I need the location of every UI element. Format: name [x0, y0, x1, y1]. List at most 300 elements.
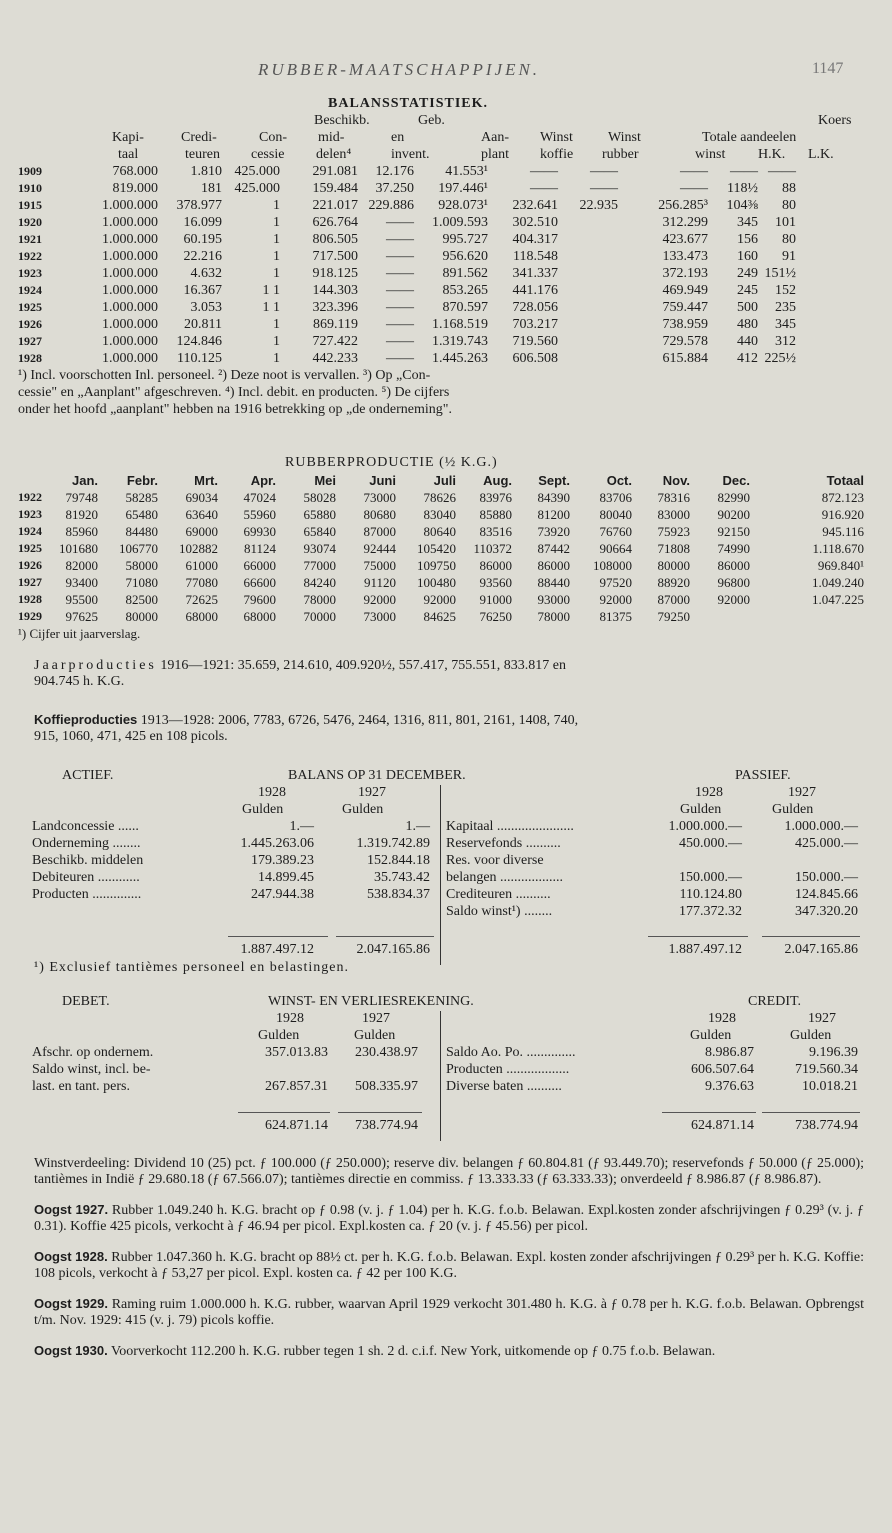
column-header: H.K. [758, 147, 786, 162]
total-rule [648, 936, 748, 937]
table-cell: —— [386, 300, 414, 315]
debet-item: Saldo winst, incl. be- [32, 1062, 151, 1077]
table-row [18, 506, 868, 523]
year-cell: 1922 [18, 490, 42, 504]
table-cell: 110.125 [177, 351, 222, 366]
actief-value-1928: 14.899.45 [258, 870, 314, 885]
table-cell: —— [386, 351, 414, 366]
passief-value-1927: 1.000.000.— [784, 819, 858, 834]
footnote: cessie" en „Aanplant" afgeschreven. ⁴) Incl. debit. en producten. ⁵) De cijfers [18, 385, 450, 400]
year-cell: 1928 [18, 351, 42, 365]
winst-title: WINST- EN VERLIESREKENING. [268, 994, 474, 1009]
table-cell: 1.047.225 [812, 592, 864, 607]
unit-header: Gulden [680, 802, 722, 817]
table-cell: 225½ [764, 351, 796, 366]
table-cell: 16.099 [183, 215, 222, 230]
column-header: Totaal [826, 473, 864, 488]
table-cell: 469.949 [662, 283, 708, 298]
footnote: ¹) Cijfer uit jaarverslag. [18, 626, 141, 641]
table-cell: 80 [782, 198, 796, 213]
table-cell: 86000 [479, 558, 512, 573]
table-cell: 1 [273, 232, 280, 247]
table-cell: —— [768, 164, 796, 179]
table-cell: 1 [273, 198, 280, 213]
table-cell: 312 [775, 334, 796, 349]
column-header: delen⁴ [316, 147, 352, 162]
table-cell: 83040 [423, 507, 456, 522]
header-row [18, 112, 868, 129]
actief-value-1927: 538.834.37 [367, 887, 430, 902]
page-number: 1147 [812, 60, 844, 77]
actief-value-1928: 247.944.38 [251, 887, 314, 902]
table-cell: 97520 [599, 575, 632, 590]
table-cell: 759.447 [662, 300, 708, 315]
table-cell: 69000 [185, 524, 218, 539]
table-cell: 1.168.519 [432, 317, 488, 332]
table-cell: 71808 [657, 541, 690, 556]
table-cell: 102882 [179, 541, 218, 556]
table-cell: 1 [273, 249, 280, 264]
table-cell: 235 [775, 300, 796, 315]
table-cell: 65480 [125, 507, 158, 522]
table-cell: 93074 [303, 541, 336, 556]
table-cell: 853.265 [442, 283, 488, 298]
table-cell: 90664 [599, 541, 632, 556]
paragraph-heading: Oogst 1929. [34, 1296, 108, 1311]
table-cell: 144.303 [312, 283, 358, 298]
table-cell: 16.367 [183, 283, 222, 298]
actief-item: Debiteuren ............ [32, 870, 140, 885]
table-cell: 1.000.000 [102, 334, 158, 349]
table-cell: 768.000 [112, 164, 158, 179]
table-cell: —— [386, 283, 414, 298]
table-row [18, 248, 868, 265]
table-cell: 81920 [65, 507, 98, 522]
table-cell: 291.081 [312, 164, 358, 179]
actief-value-1928: 1.445.263.06 [240, 836, 314, 851]
passief-value-1927: 150.000.— [795, 870, 858, 885]
table-cell: 323.396 [312, 300, 358, 315]
actief-item: Landconcessie ...... [32, 819, 139, 834]
table-cell: 78626 [423, 490, 456, 505]
total-rule [762, 1112, 860, 1113]
table-cell: 22.216 [183, 249, 222, 264]
table-cell: 738.959 [662, 317, 708, 332]
year-header: 1928 [276, 1011, 304, 1026]
table-cell: 109750 [417, 558, 456, 573]
year-cell: 1921 [18, 232, 42, 246]
column-header: Nov. [662, 473, 690, 488]
table-cell: 118½ [727, 181, 758, 196]
column-divider [440, 785, 441, 965]
table-cell: 181 [201, 181, 222, 196]
table-cell: 1 [273, 317, 280, 332]
table-cell: 88440 [537, 575, 570, 590]
table-cell: 345 [775, 317, 796, 332]
credit-value-1928: 9.376.63 [705, 1079, 754, 1094]
column-header: cessie [251, 147, 285, 162]
table-cell: 1.000.000 [102, 283, 158, 298]
table-cell: 84240 [303, 575, 336, 590]
unit-header: Gulden [690, 1028, 732, 1043]
actief-item: Onderneming ........ [32, 836, 141, 851]
footnote: onder het hoofd „aanplant" hebben na 1916 betrekking op „de onderneming". [18, 402, 453, 417]
table-cell: 80680 [363, 507, 396, 522]
passief-value-1928: 450.000.— [679, 836, 742, 851]
table-cell: 68000 [243, 609, 276, 624]
table-cell: 84625 [423, 609, 456, 624]
table-cell: 80040 [599, 507, 632, 522]
column-header: Koers [818, 113, 852, 128]
year-cell: 1923 [18, 266, 42, 280]
table-cell: 93000 [537, 592, 570, 607]
table-cell: 423.677 [662, 232, 708, 247]
table-cell: 626.764 [312, 215, 358, 230]
column-header: Mei [314, 473, 336, 488]
table-cell: 92150 [717, 524, 750, 539]
table-cell: 118.548 [513, 249, 558, 264]
year-header: 1927 [358, 785, 386, 800]
credit-label: CREDIT. [748, 994, 802, 1009]
table-row [18, 350, 868, 367]
year-header: 1928 [258, 785, 286, 800]
table-cell: 58285 [125, 490, 158, 505]
total-rule [228, 936, 328, 937]
table-cell: 76760 [599, 524, 632, 539]
table-cell: 66000 [243, 558, 276, 573]
column-header: Aug. [483, 473, 512, 488]
table-cell: 91120 [363, 575, 396, 590]
column-header: Kapi- [112, 130, 144, 145]
table-cell: 101680 [59, 541, 98, 556]
table-cell: 90200 [717, 507, 750, 522]
column-header: koffie [540, 147, 574, 162]
year-cell: 1909 [18, 164, 42, 178]
paragraph [34, 1202, 864, 1235]
total-rule [762, 936, 860, 937]
balans-op-title: BALANS OP 31 DECEMBER. [288, 768, 466, 783]
table-row [18, 333, 868, 350]
table-cell: 69034 [185, 490, 218, 505]
table-cell: —— [680, 181, 708, 196]
table-cell: —— [680, 164, 708, 179]
debet-label: DEBET. [62, 994, 110, 1009]
year-cell: 1920 [18, 215, 42, 229]
passief-item: belangen .................. [446, 870, 564, 885]
table-cell: 92000 [599, 592, 632, 607]
column-header: winst [695, 147, 726, 162]
table-cell: 93400 [65, 575, 98, 590]
table-cell: 104⅜ [726, 198, 758, 213]
year-header: 1927 [788, 785, 816, 800]
table-cell: 63640 [185, 507, 218, 522]
column-header: Totale aandeelen [702, 130, 797, 145]
year-cell: 1925 [18, 541, 42, 555]
table-cell: 615.884 [662, 351, 708, 366]
credit-item: Producten .................. [446, 1062, 570, 1077]
year-cell: 1915 [18, 198, 42, 212]
table-cell: 717.500 [312, 249, 358, 264]
table-cell: 105420 [417, 541, 456, 556]
table-cell: 78000 [537, 609, 570, 624]
table-cell: 425.000 [234, 181, 280, 196]
table-row [18, 180, 868, 197]
table-cell: 232.641 [512, 198, 558, 213]
total-rule [336, 936, 434, 937]
actief-value-1928: 179.389.23 [251, 853, 314, 868]
passief-value-1928: 1.000.000.— [668, 819, 742, 834]
table-cell: 65880 [303, 507, 336, 522]
actief-value-1928: 1.— [289, 819, 314, 834]
actief-value-1927: 35.743.42 [374, 870, 430, 885]
column-header: Apr. [250, 473, 276, 488]
table-cell: 606.508 [512, 351, 558, 366]
column-header: Aan- [481, 130, 509, 145]
year-cell: 1928 [18, 592, 42, 606]
year-cell: 1923 [18, 507, 42, 521]
table-cell: 703.217 [512, 317, 558, 332]
table-cell: 345 [737, 215, 758, 230]
column-header: invent. [391, 147, 430, 162]
table-cell: 82000 [65, 558, 98, 573]
table-cell: 79250 [657, 609, 690, 624]
year-cell: 1927 [18, 575, 42, 589]
table-row [18, 282, 868, 299]
table-cell: 92000 [363, 592, 396, 607]
table-row [18, 608, 868, 625]
table-row [18, 197, 868, 214]
table-cell: 82500 [125, 592, 158, 607]
table-cell: 160 [737, 249, 758, 264]
table-cell: 891.562 [442, 266, 488, 281]
table-cell: 87442 [537, 541, 570, 556]
year-cell: 1922 [18, 249, 42, 263]
credit-total-1928: 624.871.14 [691, 1118, 754, 1133]
table-row [18, 540, 868, 557]
table-row [18, 557, 868, 574]
table-cell: 872.123 [821, 490, 864, 505]
table-cell: 372.193 [662, 266, 708, 281]
running-title: RUBBER-MAATSCHAPPIJEN. [258, 60, 541, 79]
table-cell: 995.727 [442, 232, 488, 247]
column-header: Con- [259, 130, 287, 145]
passief-item: Reservefonds .......... [446, 836, 561, 851]
table-cell: 256.285³ [658, 198, 708, 213]
table-cell: 133.473 [662, 249, 708, 264]
table-cell: 441.176 [512, 283, 558, 298]
table-row [18, 591, 868, 608]
table-row [18, 489, 868, 506]
unit-header: Gulden [772, 802, 814, 817]
table-cell: —— [386, 266, 414, 281]
paragraph-text: Rubber 1.047.360 h. K.G. bracht op 88½ ct. per h. K.G. f.o.b. Belawan. Expl. kosten zonder afschrijvingen ƒ 0.29³ per h. K.G. Koffie: 108 picols, verkocht à ƒ 53,27 per picol. Expl. kosten ca. ƒ 42 per 100 K.G. [34, 1250, 864, 1281]
debet-value-1927: 508.335.97 [355, 1079, 418, 1094]
table-cell: 70000 [303, 609, 336, 624]
table-cell: 378.977 [176, 198, 222, 213]
table-cell: 80640 [423, 524, 456, 539]
table-cell: 47024 [243, 490, 276, 505]
table-cell: 1.000.000 [102, 198, 158, 213]
table-cell: 1.000.000 [102, 317, 158, 332]
table-cell: 249 [737, 266, 758, 281]
table-cell: 96800 [717, 575, 750, 590]
table-cell: 80000 [125, 609, 158, 624]
column-header: Oct. [606, 473, 632, 488]
table-cell: —— [530, 181, 558, 196]
year-cell: 1924 [18, 524, 42, 538]
table-cell: 1 1 [262, 283, 280, 298]
table-cell: 100480 [417, 575, 456, 590]
table-cell: 61000 [185, 558, 218, 573]
table-cell: 73000 [363, 490, 396, 505]
header-row [18, 129, 868, 146]
table-cell: 92000 [423, 592, 456, 607]
actief-label: ACTIEF. [62, 768, 114, 783]
credit-item: Saldo Ao. Po. .............. [446, 1045, 576, 1060]
table-row [18, 214, 868, 231]
paragraph-heading: Oogst 1930. [34, 1343, 108, 1358]
passief-value-1928: 110.124.80 [679, 887, 742, 902]
unit-header: Gulden [242, 802, 284, 817]
table-cell: 159.484 [312, 181, 358, 196]
passief-item: Res. voor diverse [446, 853, 544, 868]
table-cell: 91000 [479, 592, 512, 607]
paragraph-text: Winstverdeeling: Dividend 10 (25) pct. ƒ 100.000 (ƒ 250.000); reserve div. belangen ƒ 60.804.81 (ƒ 93.449.70); reservefonds ƒ 50.000 (ƒ 25.000); tantièmes in Indië ƒ 29.680.18 (ƒ 67.566.07); tantièmes directie en commiss. ƒ 13.333.33 (ƒ 63.333.33); onverdeeld ƒ 8.986.87 (ƒ 8.986.87). [34, 1156, 864, 1187]
table-cell: 83000 [657, 507, 690, 522]
table-cell: 404.317 [512, 232, 558, 247]
table-cell: 78316 [657, 490, 690, 505]
oogst-paragraphs [34, 1156, 864, 1374]
year-cell: 1910 [18, 181, 42, 195]
table-cell: 221.017 [312, 198, 358, 213]
table-cell: 85880 [479, 507, 512, 522]
table-cell: 97625 [65, 609, 98, 624]
year-cell: 1925 [18, 300, 42, 314]
table-cell: 92444 [363, 541, 396, 556]
paragraph-text: Raming ruim 1.000.000 h. K.G. rubber, waarvan April 1929 verkocht 301.480 h. K.G. à ƒ 0.78 per h. K.G. f.o.b. Belawan. Opbrengst t/m. Nov. 1929: 415 (v. j. 79) picols koffie. [34, 1297, 865, 1328]
table-cell: 80 [782, 232, 796, 247]
actief-item: Beschikb. middelen [32, 853, 144, 868]
table-cell: 1.000.000 [102, 266, 158, 281]
table-cell: 55960 [243, 507, 276, 522]
table-cell: 72625 [185, 592, 218, 607]
actief-value-1927: 1.319.742.89 [356, 836, 430, 851]
table-cell: 229.886 [368, 198, 414, 213]
table-cell: 81200 [537, 507, 570, 522]
credit-value-1927: 9.196.39 [809, 1045, 858, 1060]
total-rule [662, 1112, 756, 1113]
column-header: mid- [318, 130, 345, 145]
table-cell: 58000 [125, 558, 158, 573]
table-cell: 1.118.670 [812, 541, 864, 556]
table-cell: 77080 [185, 575, 218, 590]
debet-item: Afschr. op ondernem. [32, 1045, 154, 1060]
table-cell: 1.009.593 [432, 215, 488, 230]
column-divider [440, 1011, 441, 1141]
table-cell: 1.000.000 [102, 249, 158, 264]
table-cell: 79748 [65, 490, 98, 505]
table-cell: 71080 [125, 575, 158, 590]
table-cell: 86000 [537, 558, 570, 573]
table-cell: 60.195 [183, 232, 222, 247]
table-cell: 84390 [537, 490, 570, 505]
table-cell: 82990 [717, 490, 750, 505]
table-cell: 20.811 [184, 317, 222, 332]
table-cell: 73000 [363, 609, 396, 624]
table-cell: 110372 [473, 541, 512, 556]
table-cell: 86000 [717, 558, 750, 573]
debet-item: last. en tant. pers. [32, 1079, 130, 1094]
passief-value-1927: 347.320.20 [795, 904, 858, 919]
table-cell: 1.810 [190, 164, 222, 179]
table-cell: 412 [737, 351, 758, 366]
table-cell: 1.000.000 [102, 215, 158, 230]
year-header: 1927 [808, 1011, 836, 1026]
table-cell: 916.920 [821, 507, 864, 522]
table-cell: 73920 [537, 524, 570, 539]
year-cell: 1926 [18, 317, 42, 331]
actief-value-1927: 152.844.18 [367, 853, 430, 868]
unit-header: Gulden [258, 1028, 300, 1043]
column-header: Winst [608, 130, 641, 145]
table-cell: 969.840¹ [817, 558, 864, 573]
table-row [18, 265, 868, 282]
table-cell: —— [590, 181, 618, 196]
actief-total-1927: 2.047.165.86 [356, 942, 430, 957]
table-cell: 81375 [599, 609, 632, 624]
passief-value-1928: 150.000.— [679, 870, 742, 885]
column-header: Febr. [126, 473, 158, 488]
credit-total-1927: 738.774.94 [795, 1118, 858, 1133]
table-cell: 75000 [363, 558, 396, 573]
passief-item: Kapitaal ...................... [446, 819, 574, 834]
table-cell: 945.116 [822, 524, 864, 539]
table-row [18, 523, 868, 540]
table-cell: 58028 [303, 490, 336, 505]
debet-total-1928: 624.871.14 [265, 1118, 328, 1133]
column-header: en [391, 130, 405, 145]
year-header: 1928 [695, 785, 723, 800]
passief-item: Crediteuren .......... [446, 887, 551, 902]
table-cell: 806.505 [312, 232, 358, 247]
total-rule [238, 1112, 330, 1113]
table-cell: —— [530, 164, 558, 179]
table-cell: 1.445.263 [432, 351, 488, 366]
table-cell: 1.319.743 [432, 334, 488, 349]
column-header: Sept. [538, 473, 570, 488]
passief-value-1928: 177.372.32 [679, 904, 742, 919]
paragraph-text: Rubber 1.049.240 h. K.G. bracht op ƒ 0.98 (v. j. ƒ 1.04) per h. K.G. f.o.b. Belawan. Expl.kosten zonder afschrijvingen ƒ 0.29³ (v. j. ƒ 0.31). Koffie 425 picols, verkocht à ƒ 46.94 per picol. Expl.kosten ca. ƒ 20 (v. j. ƒ 45.56) per picol. [34, 1203, 864, 1234]
table-cell: 106770 [119, 541, 158, 556]
paragraph-heading: Oogst 1927. [34, 1202, 109, 1217]
table-cell: 1 [273, 334, 280, 349]
credit-value-1928: 8.986.87 [705, 1045, 754, 1060]
rubberproductie-title: RUBBERPRODUCTIE (½ K.G.) [285, 455, 498, 470]
unit-header: Gulden [342, 802, 384, 817]
table-cell: 152 [775, 283, 796, 298]
table-cell: —— [386, 215, 414, 230]
table-cell: 870.597 [442, 300, 488, 315]
total-rule [338, 1112, 422, 1113]
paragraph [34, 1249, 864, 1282]
table-cell: 69930 [243, 524, 276, 539]
balans-title: BALANSSTATISTIEK. [328, 96, 489, 111]
table-cell: 12.176 [375, 164, 414, 179]
table-cell: 928.073¹ [438, 198, 488, 213]
paragraph [34, 1296, 864, 1329]
table-row [18, 299, 868, 316]
table-cell: 79600 [243, 592, 276, 607]
